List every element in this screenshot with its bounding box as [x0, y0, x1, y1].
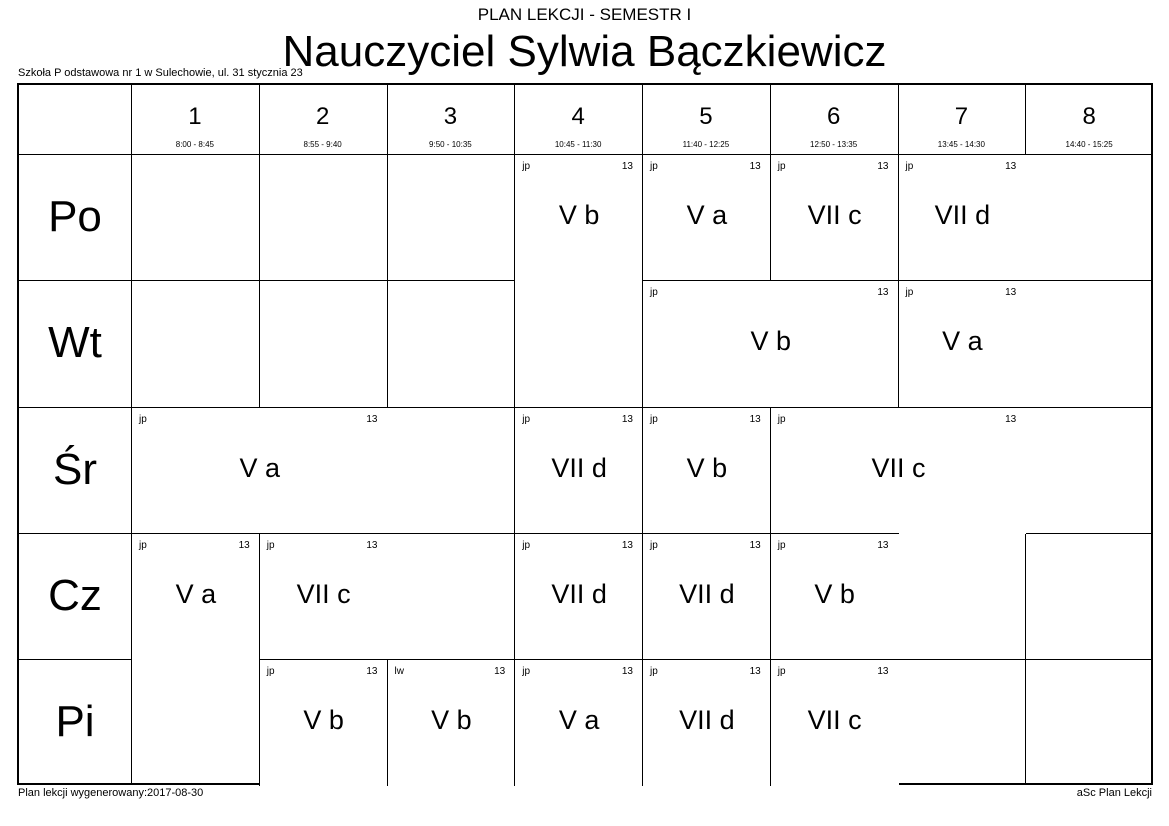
period-header [1025, 85, 1153, 154]
period-time: 14:40 - 15:25 [1065, 140, 1113, 149]
lesson-cell[interactable] [770, 659, 899, 786]
lesson-cell[interactable] [642, 280, 899, 407]
lesson-class: VII d [551, 578, 607, 609]
generated-date: Plan lekcji wygenerowany:2017-08-30 [18, 787, 204, 799]
lesson-subject: jp [650, 539, 658, 551]
lesson-subject: jp [777, 666, 786, 677]
day-label: Pi [55, 697, 95, 747]
lesson-room: 13 [1005, 413, 1017, 425]
lesson-subject: jp [777, 413, 786, 425]
lesson-class: V a [239, 452, 281, 483]
period-header [131, 85, 259, 154]
period-time: 12:50 - 13:35 [810, 140, 858, 149]
lesson-class: V a [686, 200, 728, 230]
period-number: 4 [571, 103, 585, 130]
period-time: 8:55 - 9:40 [303, 140, 342, 149]
lesson-subject: jp [905, 161, 914, 172]
lesson-room: 13 [1005, 287, 1017, 299]
lesson-room: 13 [877, 161, 889, 172]
lesson-class: V b [431, 705, 472, 735]
lesson-class: V b [558, 200, 600, 230]
day-label: Cz [48, 570, 102, 620]
lesson-room: 13 [621, 539, 633, 551]
period-number: 1 [188, 103, 202, 130]
lesson-cell[interactable] [387, 659, 516, 786]
period-number: 5 [699, 103, 713, 130]
lesson-subject: jp [650, 287, 658, 299]
lesson-subject: jp [777, 161, 786, 172]
lesson-class: VII c [871, 452, 926, 483]
lesson-subject: jp [522, 413, 531, 425]
lesson-cell[interactable] [514, 407, 643, 534]
lesson-cell[interactable] [642, 533, 771, 660]
lesson-class: V a [558, 705, 600, 735]
lesson-class: V a [175, 578, 217, 609]
period-time: 13:45 - 14:30 [937, 140, 985, 149]
period-number: 7 [954, 103, 969, 130]
lesson-class: VII d [679, 705, 735, 735]
lesson-room: 13 [494, 666, 506, 677]
lesson-subject: jp [266, 539, 275, 551]
lesson-cell[interactable] [770, 154, 899, 281]
lesson-subject: jp [777, 539, 786, 551]
period-header [770, 85, 898, 154]
lesson-cell[interactable] [514, 154, 643, 281]
lesson-class: V b [686, 452, 728, 483]
lesson-subject: jp [139, 413, 147, 425]
period-time: 11:40 - 12:25 [682, 140, 730, 149]
period-header [898, 85, 1026, 154]
lesson-class: VII d [551, 452, 607, 483]
lesson-cell[interactable] [514, 659, 643, 786]
lesson-room: 13 [238, 539, 250, 551]
lesson-cell[interactable] [259, 533, 388, 660]
teacher-title: Nauczyciel Sylwia Bączkiewicz [282, 27, 887, 76]
lesson-room: 13 [877, 539, 889, 551]
lesson-room: 13 [749, 413, 761, 425]
lesson-cell[interactable] [770, 407, 1027, 534]
lesson-room: 13 [366, 539, 378, 551]
lesson-subject: jp [522, 161, 531, 172]
plan-subtitle: PLAN LEKCJI - SEMESTR I [477, 5, 692, 24]
lesson-class: V b [303, 705, 344, 735]
lesson-room: 13 [749, 539, 761, 551]
software-credit: aSc Plan Lekcji [1076, 787, 1152, 799]
period-header [642, 85, 770, 154]
lesson-room: 13 [749, 161, 761, 172]
lesson-cell[interactable] [131, 407, 388, 534]
period-number: 8 [1082, 103, 1096, 130]
lesson-room: 13 [621, 413, 633, 425]
lesson-class: VII c [807, 200, 862, 230]
lesson-class: V a [942, 326, 983, 357]
lesson-cell[interactable] [898, 280, 1027, 407]
lesson-class: VII d [934, 200, 991, 230]
lesson-room: 13 [877, 666, 889, 677]
lesson-cell[interactable] [770, 533, 899, 660]
lesson-room: 13 [1005, 161, 1017, 172]
lesson-class: VII c [807, 705, 862, 735]
lesson-subject: jp [522, 666, 531, 677]
day-label: Wt [48, 318, 102, 368]
lesson-cell[interactable] [259, 659, 388, 786]
period-number: 2 [315, 103, 330, 130]
period-number: 6 [826, 103, 841, 130]
lesson-class: VII c [296, 578, 351, 609]
lesson-class: VII d [679, 578, 735, 609]
lesson-room: 13 [749, 666, 761, 677]
lesson-cell[interactable] [131, 533, 260, 660]
period-header [387, 85, 515, 154]
lesson-subject: jp [650, 161, 658, 172]
lesson-room: 13 [366, 666, 378, 677]
lesson-subject: jp [650, 413, 658, 425]
lesson-room: 13 [877, 287, 889, 299]
lesson-cell[interactable] [514, 533, 643, 660]
period-time: 8:00 - 8:45 [175, 140, 214, 149]
lesson-subject: jp [266, 666, 275, 677]
day-label: Śr [53, 444, 97, 494]
period-number: 3 [443, 103, 458, 130]
lesson-cell[interactable] [642, 659, 771, 786]
lesson-room: 13 [366, 413, 378, 425]
lesson-class: V b [750, 326, 792, 357]
period-time: 10:45 - 11:30 [554, 140, 602, 149]
day-label: Po [48, 192, 102, 242]
lesson-cell[interactable] [642, 407, 771, 534]
period-header [514, 85, 642, 154]
lesson-subject: jp [522, 539, 531, 551]
timetable-grid [17, 83, 1153, 785]
period-time: 9:50 - 10:35 [429, 140, 472, 149]
lesson-cell[interactable] [642, 154, 771, 281]
lesson-class: V b [814, 578, 855, 609]
lesson-subject: lw [394, 666, 404, 677]
lesson-cell[interactable] [898, 154, 1027, 281]
lesson-room: 13 [621, 666, 633, 677]
lesson-subject: jp [650, 666, 658, 677]
lesson-subject: jp [905, 287, 914, 299]
lesson-room: 13 [621, 161, 633, 172]
school-address: Szkoła P odstawowa nr 1 w Sulechowie, ul. 31 stycznia 23 [18, 67, 303, 79]
lesson-subject: jp [139, 539, 147, 551]
period-header [259, 85, 387, 154]
